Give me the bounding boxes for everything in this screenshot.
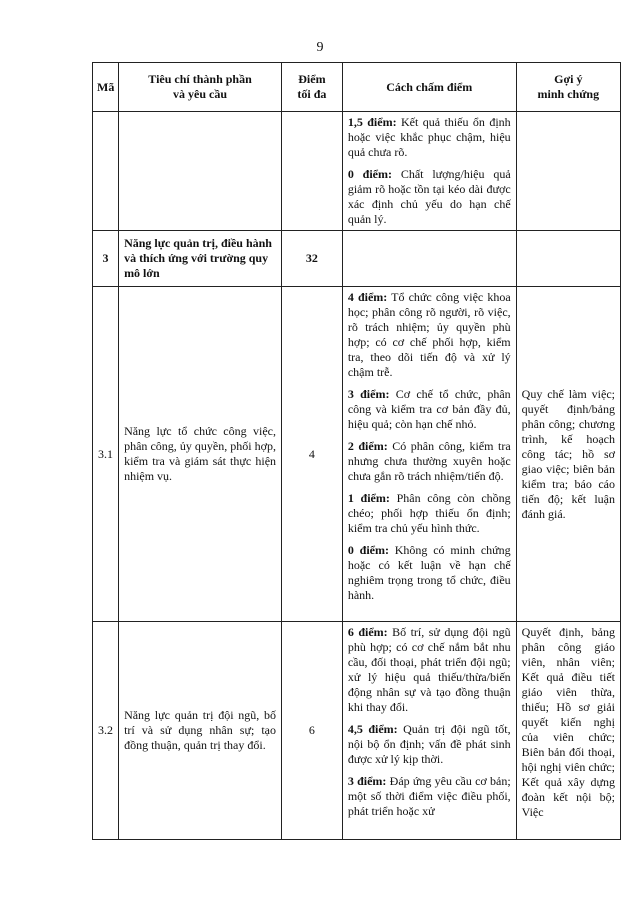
scoring-item: 0 điểm: Chất lượng/hiệu quả giảm rõ hoặc tồn tại kéo dài được xác định chủ yếu do hạn chế quản lý. <box>347 167 511 226</box>
row-scoring <box>342 231 516 287</box>
row-evidence <box>516 112 620 231</box>
scoring-item: 4,5 điểm: Quản trị đội ngũ tốt, nội bộ ổn định; vấn đề phát sinh được xử lý kịp thời. <box>347 722 511 766</box>
row-code: 3.2 <box>93 622 119 840</box>
row-max-score <box>282 112 343 231</box>
header-code: Mã <box>93 63 119 112</box>
row-scoring <box>342 287 516 622</box>
row-evidence: Quyết định, bảng phân công giáo viên, nhân viên; Kết quả điều tiết giáo viên thừa, thiếu; Hồ sơ giải quyết kiến nghị của viên chức; Biên bản đối thoại, hội nghị viên chức; Kết quả xây dựng đoàn kết nội bộ; Việc <box>516 622 620 840</box>
row-scoring <box>342 112 516 231</box>
scoring-item: 3 điểm: Cơ chế tổ chức, phân công và kiểm tra cơ bản đầy đủ, hiệu quả; còn hạn chế nhỏ. <box>347 387 511 431</box>
scoring-item: 0 điểm: Không có minh chứng hoặc có kết luận về hạn chế nghiêm trọng trong tổ chức, điều hành. <box>347 543 511 602</box>
scoring-item: 6 điểm: Bố trí, sử dụng đội ngũ phù hợp; có cơ chế nắm bắt nhu cầu, đối thoại, phát triển đội ngũ; xử lý hiệu quả thiếu/thừa/biến động nhân sự và tạo đồng thuận khi thay đổi. <box>347 625 511 714</box>
row-evidence <box>516 231 620 287</box>
row-evidence: Quy chế làm việc; quyết định/bảng phân công; chương trình, kế hoạch công tác; hồ sơ giao việc; biên bản kiểm tra; báo cáo tiến độ; kết luận đánh giá. <box>516 287 620 622</box>
table-row <box>93 622 621 840</box>
row-criteria: Năng lực quản trị đội ngũ, bố trí và sử dụng nhân sự; tạo đồng thuận, quản trị thay đổi. <box>119 622 282 840</box>
row-criteria: Năng lực tổ chức công việc, phân công, ủy quyền, phối hợp, kiểm tra và giám sát thực hiện nhiệm vụ. <box>119 287 282 622</box>
table-header-row <box>93 63 621 112</box>
row-scoring <box>342 622 516 840</box>
scoring-item: 1 điểm: Phân công còn chồng chéo; phối hợp thiếu ổn định; kiểm tra chủ yếu hình thức. <box>347 491 511 535</box>
scoring-item: 4 điểm: Tổ chức công việc khoa học; phân công rõ người, rõ việc, rõ trách nhiệm; ủy quyền phù hợp; có cơ chế phối hợp, kiểm tra, theo dõi tiến độ và xử lý chậm trễ. <box>347 290 511 379</box>
table-row <box>93 287 621 622</box>
header-criteria: Tiêu chí thành phần và yêu cầu <box>119 63 282 112</box>
scoring-item: 1,5 điểm: Kết quả thiếu ổn định hoặc việc khắc phục chậm, hiệu quả chưa rõ. <box>347 115 511 159</box>
row-criteria: Năng lực quản trị, điều hành và thích ứng với trường quy mô lớn <box>119 231 282 287</box>
row-max-score: 6 <box>282 622 343 840</box>
header-scoring: Cách chấm điểm <box>342 63 516 112</box>
table-row <box>93 231 621 287</box>
header-max-score: Điểm tối đa <box>282 63 343 112</box>
header-evidence: Gợi ý minh chứng <box>516 63 620 112</box>
scoring-item: 3 điểm: Đáp ứng yêu cầu cơ bản; một số thời điểm việc điều phối, phát triển hoặc xử <box>347 774 511 818</box>
page-number: 9 <box>316 40 324 55</box>
criteria-table <box>92 62 621 840</box>
row-code: 3.1 <box>93 287 119 622</box>
row-max-score: 32 <box>282 231 343 287</box>
row-code: 3 <box>93 231 119 287</box>
row-criteria <box>119 112 282 231</box>
row-max-score: 4 <box>282 287 343 622</box>
row-code <box>93 112 119 231</box>
scoring-item: 2 điểm: Có phân công, kiểm tra nhưng chưa thường xuyên hoặc chưa gắn rõ trách nhiệm/tiến độ. <box>347 439 511 483</box>
table-row <box>93 112 621 231</box>
